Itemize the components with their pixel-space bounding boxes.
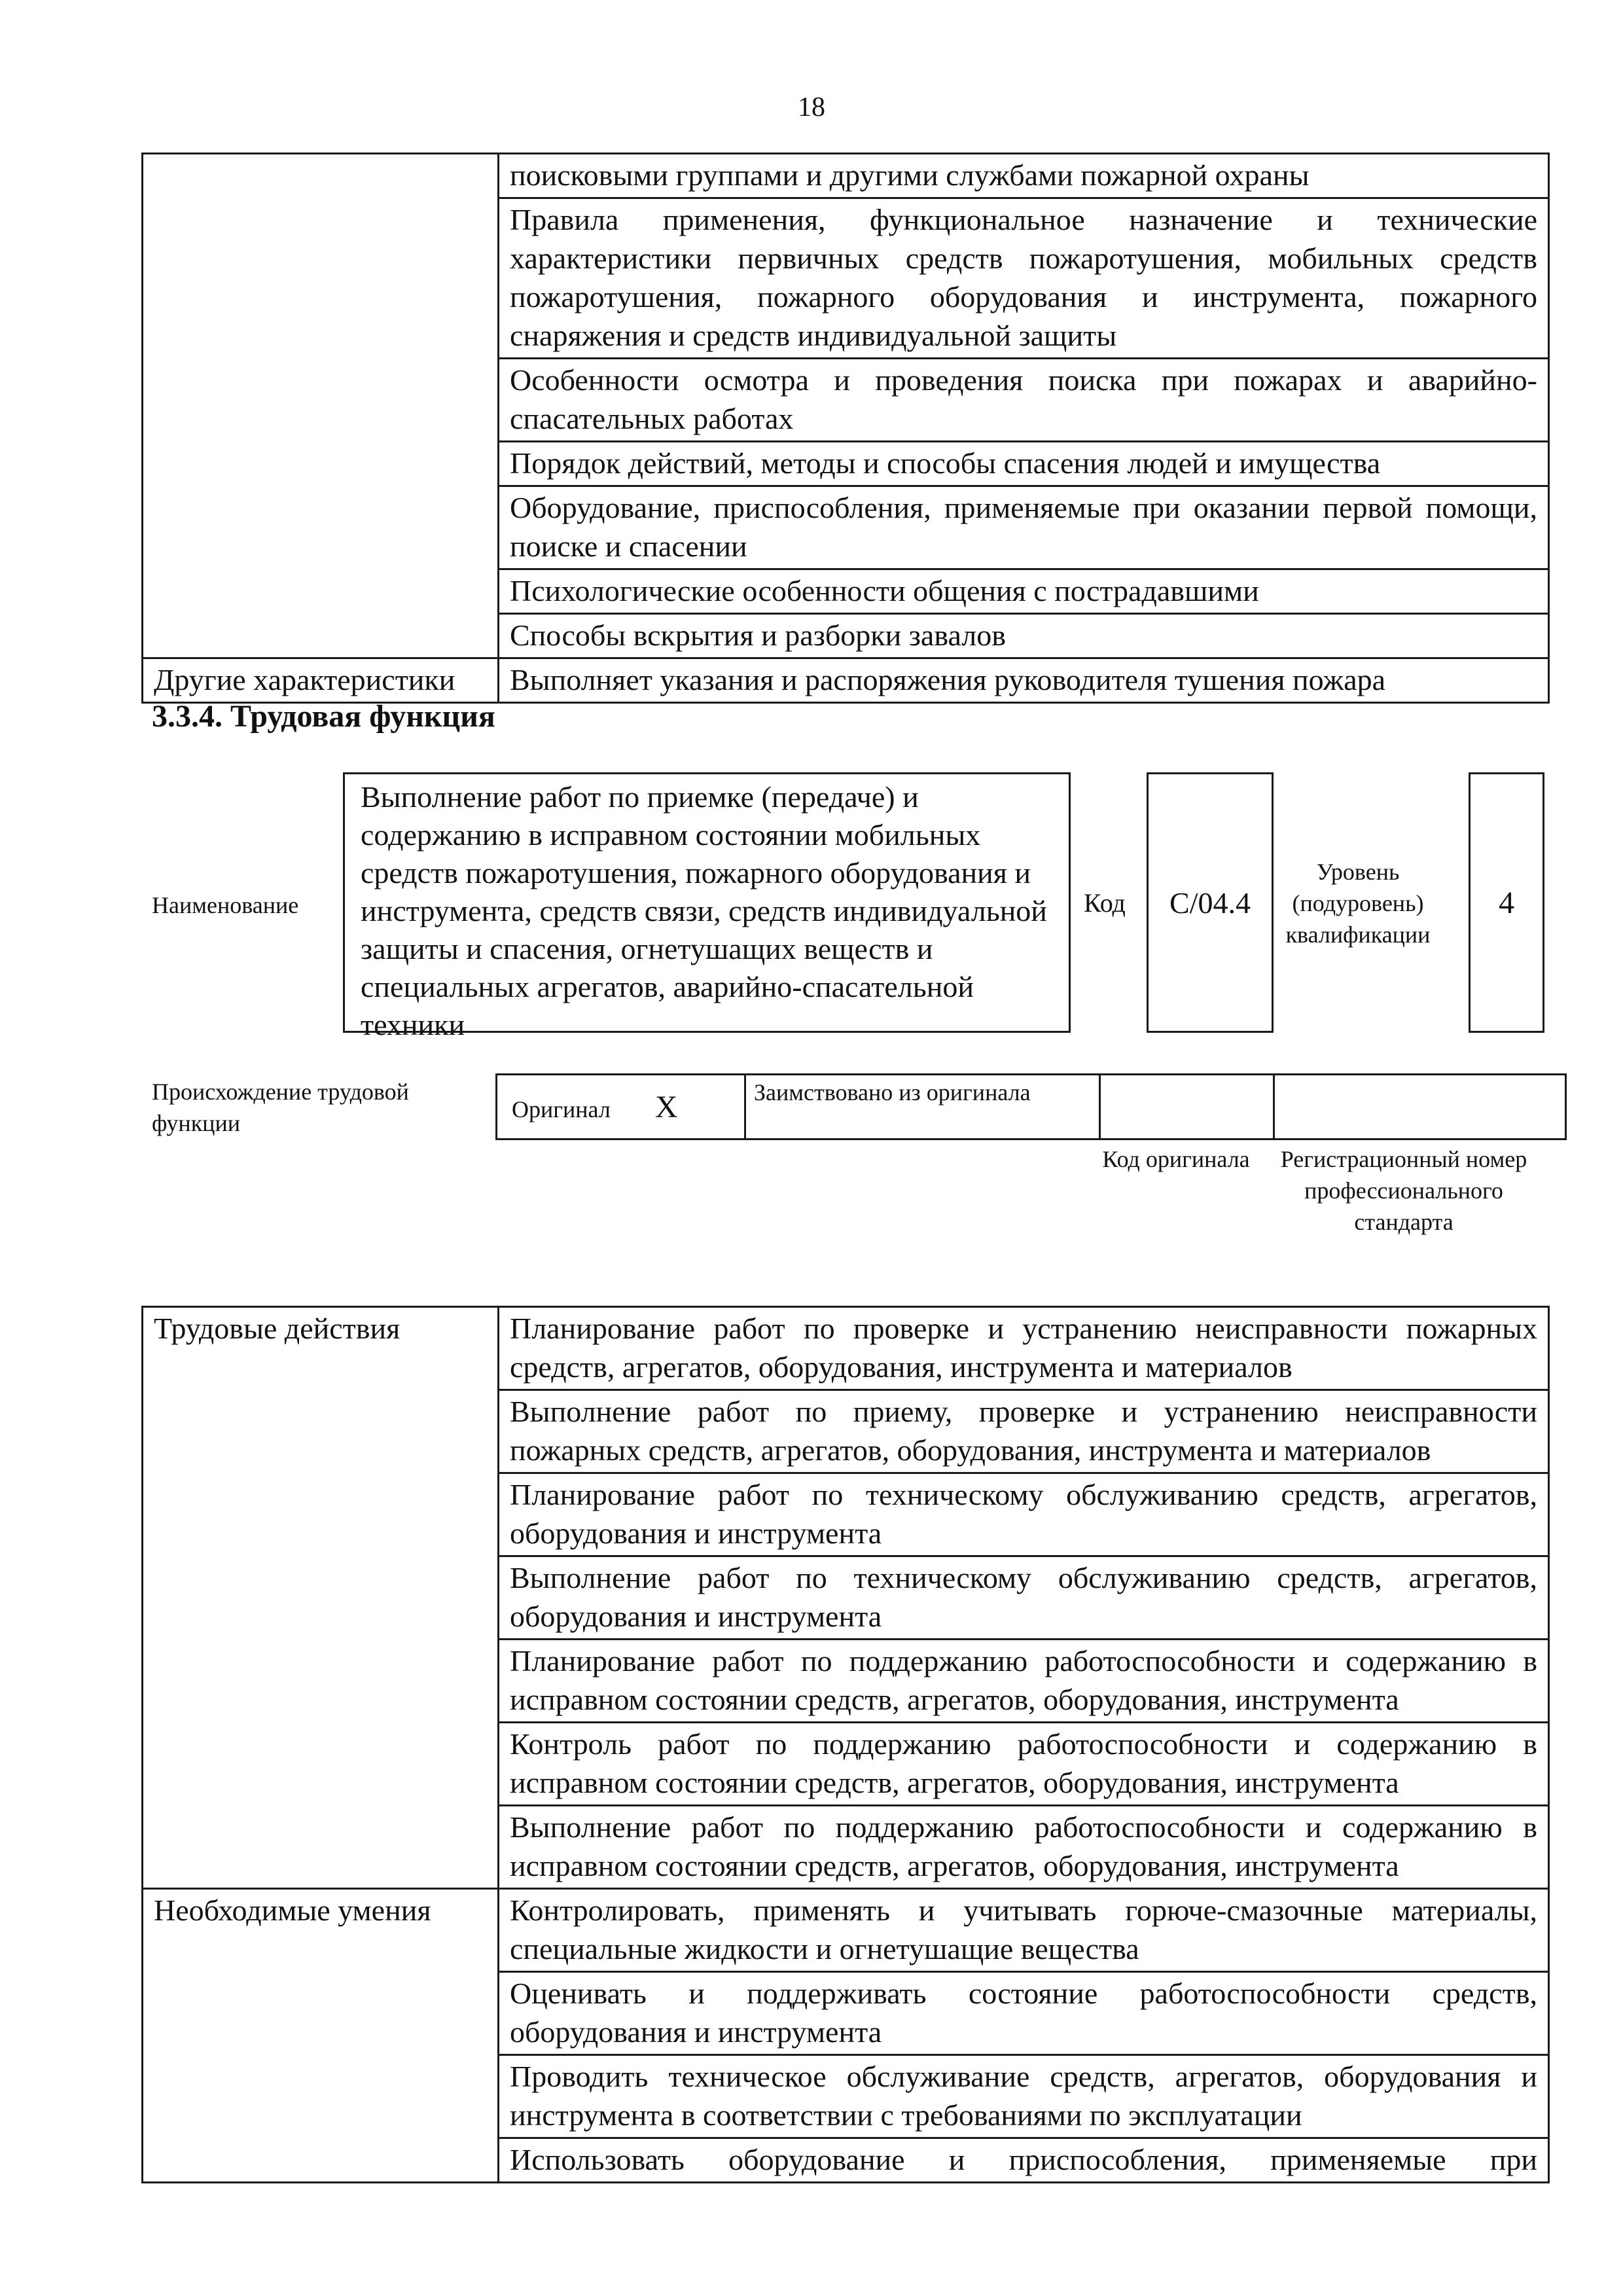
table-cell: Планирование работ по проверке и устранению неисправности пожарных средств, агрегатов, оборудования, инструмента и материалов bbox=[499, 1307, 1549, 1390]
table-cell: Проводить техническое обслуживание средств, агрегатов, оборудования и инструмента в соответствии с требованиями по эксплуатации bbox=[499, 2055, 1549, 2138]
table-cell: Оборудование, приспособления, применяемые при оказании первой помощи, поиске и спасении bbox=[499, 486, 1549, 569]
table-cell: Использовать оборудование и приспособления, применяемые при bbox=[499, 2138, 1549, 2183]
function-name-box: Выполнение работ по приемке (передаче) и содержанию в исправном состоянии мобильных средств пожаротушения, пожарного оборудования и инструмента, средств связи, средств индивидуальной защиты и спасения, огнетушащих веществ и специальных агрегатов, аварийно-спасательной техники bbox=[343, 772, 1071, 1033]
row-label-other-characteristics: Другие характеристики bbox=[143, 658, 499, 703]
top-requirements-table bbox=[141, 152, 1550, 704]
table-cell: Способы вскрытия и разборки завалов bbox=[499, 614, 1549, 658]
code-original-caption: Код оригинала bbox=[1102, 1146, 1250, 1172]
table-cell: Порядок действий, методы и способы спасения людей и имущества bbox=[499, 442, 1549, 486]
table-cell: Выполнение работ по поддержанию работоспособности и содержанию в исправном состоянии средств, агрегатов, оборудования, инструмента bbox=[499, 1806, 1549, 1889]
origin-table bbox=[495, 1073, 1567, 1140]
page-number: 18 bbox=[798, 92, 825, 122]
table-cell: Правила применения, функциональное назначение и технические характеристики первичных средств пожаротушения, мобильных средств пожаротушения, пожарного оборудования и инструмента, пожарного снаряжения и средств индивидуальной защиты bbox=[499, 198, 1549, 359]
table-cell: поисковыми группами и другими службами пожарной охраны bbox=[499, 154, 1549, 198]
code-label: Код bbox=[1084, 888, 1126, 918]
section-heading: 3.3.4. Трудовая функция bbox=[152, 699, 495, 734]
qualification-level-label: Уровень (подуровень) квалификации bbox=[1285, 859, 1431, 948]
table-cell: Психологические особенности общения с пострадавшими bbox=[499, 569, 1549, 614]
table-cell: Особенности осмотра и проведения поиска при пожарах и аварийно-спасательных работах bbox=[499, 359, 1549, 442]
top-table-body bbox=[143, 154, 1549, 703]
table-row bbox=[143, 154, 1549, 198]
table-cell: Контролировать, применять и учитывать горюче-смазочные материалы, специальные жидкости и огнетушащие вещества bbox=[499, 1889, 1549, 1972]
origin-label: Происхождение трудовой функции bbox=[152, 1079, 409, 1136]
table-row bbox=[143, 658, 1549, 703]
original-cell bbox=[497, 1075, 745, 1139]
reg-number-caption: Регистрационный номер профессионального стандарта bbox=[1280, 1146, 1527, 1235]
table-cell: Оценивать и поддерживать состояние работоспособности средств, оборудования и инструмента bbox=[499, 1972, 1549, 2055]
table-row bbox=[143, 1307, 1549, 1390]
row-label-labor-actions: Трудовые действия bbox=[143, 1307, 499, 1889]
table-cell: Планирование работ по техническому обслуживанию средств, агрегатов, оборудования и инструмента bbox=[499, 1473, 1549, 1556]
table-cell: Выполняет указания и распоряжения руководителя тушения пожара bbox=[499, 658, 1549, 703]
table-cell: Планирование работ по поддержанию работоспособности и содержанию в исправном состоянии средств, агрегатов, оборудования, инструмента bbox=[499, 1640, 1549, 1723]
table-cell: Выполнение работ по техническому обслуживанию средств, агрегатов, оборудования и инструмента bbox=[499, 1556, 1549, 1640]
borrowed-cell: Заимствовано из оригинала bbox=[745, 1075, 1100, 1139]
table-cell: Выполнение работ по приему, проверке и устранению неисправности пожарных средств, агрегатов, оборудования, инструмента и материалов bbox=[499, 1390, 1549, 1473]
origin-row bbox=[497, 1075, 1566, 1139]
labor-actions-table bbox=[141, 1306, 1550, 2183]
code-original-cell bbox=[1100, 1075, 1274, 1139]
function-code-box bbox=[1147, 772, 1274, 1033]
original-mark: X bbox=[654, 1089, 678, 1124]
name-label: Наименование bbox=[152, 892, 299, 918]
qualification-level-box bbox=[1469, 772, 1544, 1033]
original-label: Оригинал bbox=[512, 1096, 611, 1122]
table-cell: Контроль работ по поддержанию работоспособности и содержанию в исправном состоянии средств, агрегатов, оборудования, инструмента bbox=[499, 1723, 1549, 1806]
function-code-value: C/04.4 bbox=[1169, 886, 1251, 920]
qualification-level-value: 4 bbox=[1499, 885, 1514, 920]
reg-number-cell bbox=[1274, 1075, 1566, 1139]
row-label-required-skills: Необходимые умения bbox=[143, 1889, 499, 2183]
table-row bbox=[143, 1889, 1549, 1972]
row-label bbox=[143, 154, 499, 658]
bottom-table-body bbox=[143, 1307, 1549, 2183]
